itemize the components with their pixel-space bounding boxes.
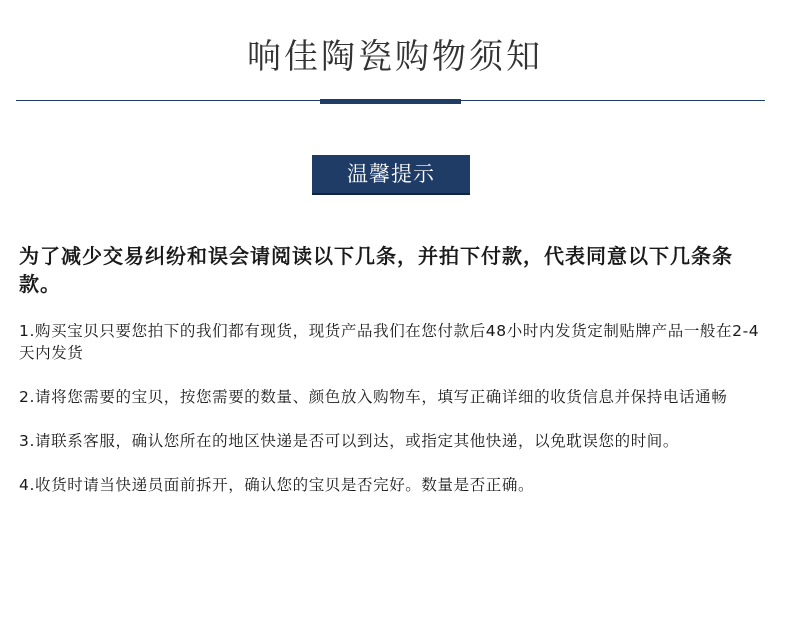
term-item-3: 3.请联系客服，确认您所在的地区快递是否可以到达，或指定其他快递，以免耽误您的时间。 (19, 432, 679, 450)
terms-list (19, 320, 771, 518)
term-item-4: 4.收货时请当快递员面前拆开，确认您的宝贝是否完好。数量是否正确。 (19, 476, 535, 494)
title-divider-accent (320, 99, 461, 104)
term-item-1: 1.购买宝贝只要您拍下的我们都有现货，现货产品我们在您付款后48小时内发货定制贴牌产品一般在2-4天内发货 (19, 322, 760, 362)
intro-text: 为了减少交易纠纷和误会请阅读以下几条，并拍下付款，代表同意以下几条条款。 (19, 244, 733, 296)
notice-badge: 温馨提示 (312, 155, 470, 195)
term-item-2: 2.请将您需要的宝贝，按您需要的数量、颜色放入购物车，填写正确详细的收货信息并保持电话通畅 (19, 388, 728, 406)
page-title: 响佳陶瓷购物须知 (247, 37, 543, 77)
